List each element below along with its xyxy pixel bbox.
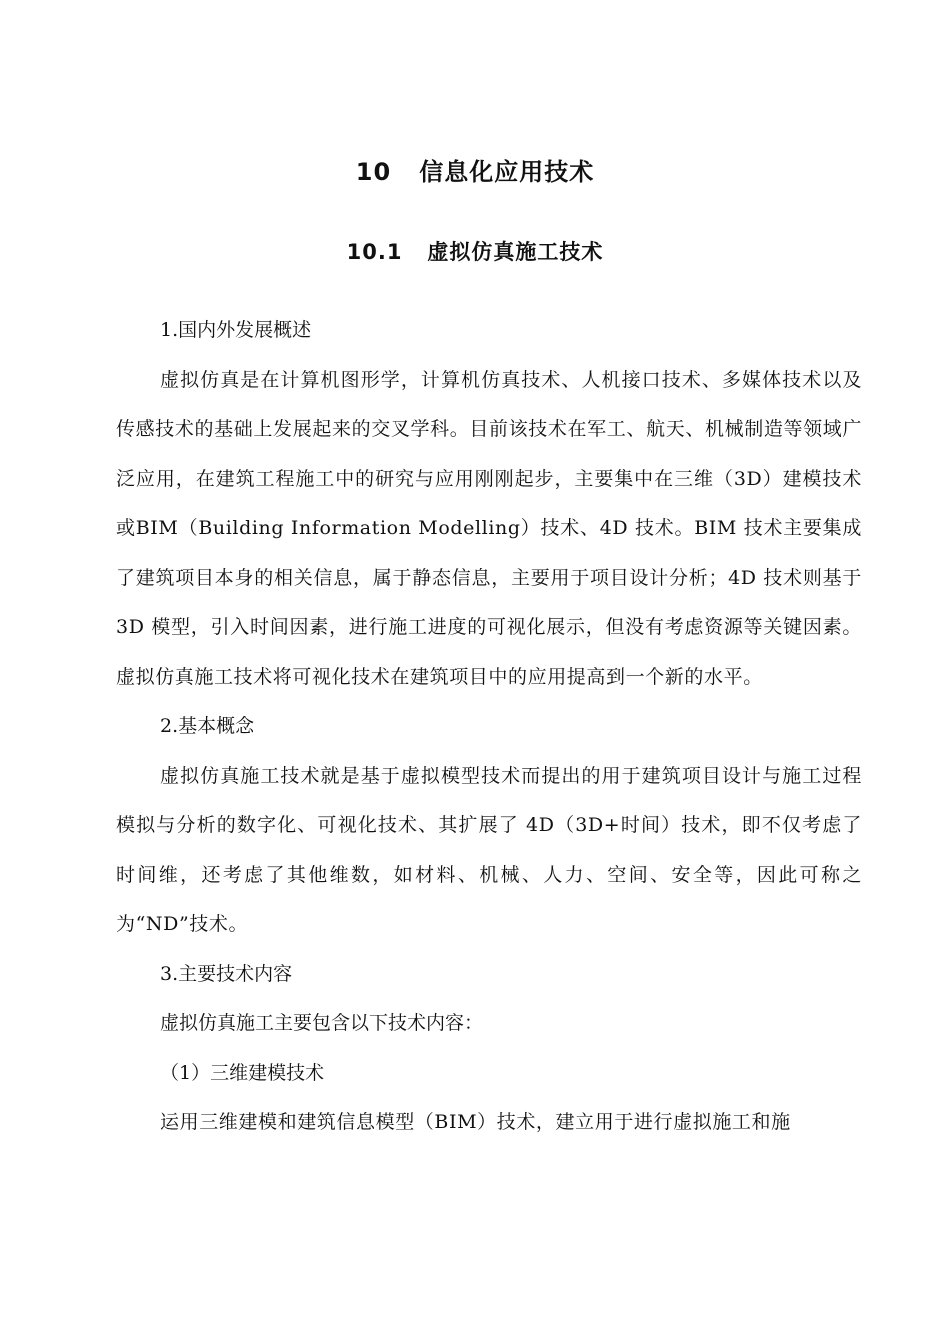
subheading-basic-concept: 2.基本概念 [160, 715, 255, 737]
document-body [116, 306, 862, 1148]
paragraph-content-intro: 虚拟仿真施工主要包含以下技术内容： [160, 1012, 484, 1034]
paragraph-basic-concept: 虚拟仿真施工技术就是基于虚拟模型技术而提出的用于建筑项目设计与施工过程模拟与分析的数字化、可视化技术、其扩展了 4D（3D+时间）技术，即不仅考虑了时间维，还考虑了其他维数，如材料、机械、人力、空间、安全等，因此可称之为“ND”技术。 [116, 764, 862, 935]
subheading-main-content: 3.主要技术内容 [160, 962, 293, 985]
chapter-title: 10 信息化应用技术 [355, 158, 595, 186]
section-title: 10.1 虚拟仿真施工技术 [346, 240, 604, 264]
paragraph-3d-modeling: 运用三维建模和建筑信息模型（BIM）技术，建立用于进行虚拟施工和施 [160, 1111, 791, 1133]
subheading-3d-modeling: （1）三维建模技术 [160, 1061, 325, 1084]
paragraph-overview: 虚拟仿真是在计算机图形学，计算机仿真技术、人机接口技术、多媒体技术以及传感技术的基础上发展起来的交叉学科。目前该技术在军工、航天、机械制造等领域广泛应用，在建筑工程施工中的研究与应用刚刚起步，主要集中在三维（3D）建模技术或BIM（Building Information Modelling）技术、4D 技术。BIM 技术主要集成了建筑项目本身的相关信息，属于静态信息，主要用于项目设计分析；4D 技术则基于 3D 模型，引入时间因素，进行施工进度的可视化展示，但没有考虑资源等关键因素。虚拟仿真施工技术将可视化技术在建筑项目中的应用提高到一个新的水平。 [116, 368, 862, 688]
subheading-overview: 1.国内外发展概述 [160, 319, 312, 341]
